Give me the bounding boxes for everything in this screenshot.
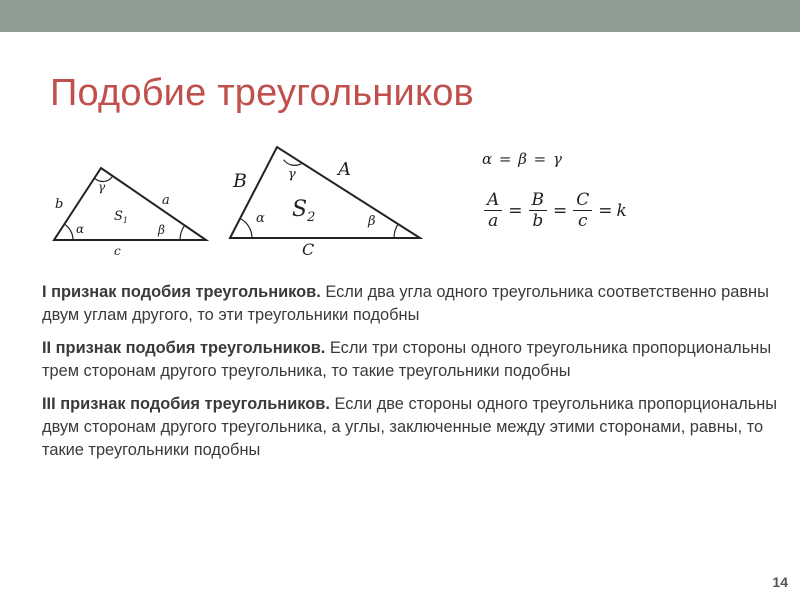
fraction-c <box>573 190 592 231</box>
triangles-figure <box>0 130 440 260</box>
large-angle-beta-label: β <box>368 214 376 229</box>
large-side-a-label: A <box>338 159 351 180</box>
large-angle-alpha-label: α <box>256 211 265 226</box>
small-angle-beta-label: β <box>158 223 165 237</box>
criterion-2-title: II признак подобия треугольников. <box>42 339 326 357</box>
large-angle-gamma-label: γ <box>288 167 296 182</box>
small-angle-alpha-label: α <box>76 222 85 236</box>
equals-sign: = <box>508 200 523 221</box>
fraction-denominator: a <box>488 211 499 231</box>
fraction-denominator: b <box>532 211 544 231</box>
page-title: Подобие треугольников <box>50 72 474 114</box>
equals-sign: = <box>553 200 568 221</box>
criterion-2 <box>42 337 782 383</box>
small-area-label: $S_1$ <box>114 209 128 225</box>
criterion-1-text: Если два угла одного треугольника соответственно равны двум углам другого, то эти треугольники подобны <box>42 283 769 324</box>
criterion-3-text: Если две стороны одного треугольника пропорциональны двум сторонам другого треугольника, а углы, заключенные между этими сторонами, равны, то такие треугольники подобны <box>42 395 778 459</box>
ratio-result: k <box>616 200 627 221</box>
criterion-3 <box>42 393 782 462</box>
criterion-1 <box>42 281 782 327</box>
similarity-criteria <box>42 281 782 472</box>
criterion-1-title: I признак подобия треугольников. <box>42 283 321 301</box>
fraction-numerator: B <box>529 190 548 211</box>
fraction-b <box>529 190 548 231</box>
large-triangle <box>230 147 420 259</box>
page-number: 14 <box>772 574 788 590</box>
side-ratio-formula <box>482 190 627 231</box>
small-side-c-label: c <box>114 244 121 258</box>
fraction-numerator: C <box>573 190 592 211</box>
small-triangle <box>54 168 206 258</box>
large-side-b-label: B <box>233 170 247 192</box>
criterion-3-title: III признак подобия треугольников. <box>42 395 330 413</box>
top-bar <box>0 0 800 32</box>
small-side-b-label: b <box>55 197 64 212</box>
small-side-a-label: a <box>162 193 170 208</box>
fraction-numerator: A <box>484 190 502 211</box>
fraction-denominator: c <box>578 211 588 231</box>
angles-equality-formula: α = β = γ <box>482 150 563 168</box>
large-area-label: $S_2$ <box>292 197 316 225</box>
fraction-a <box>484 190 502 231</box>
equals-sign: = <box>598 200 613 221</box>
small-angle-gamma-label: γ <box>98 180 106 194</box>
large-side-c-label: C <box>302 240 315 259</box>
criterion-2-text: Если три стороны одного треугольника пропорциональны трем сторонам другого треугольника, то такие треугольники подобны <box>42 339 772 380</box>
